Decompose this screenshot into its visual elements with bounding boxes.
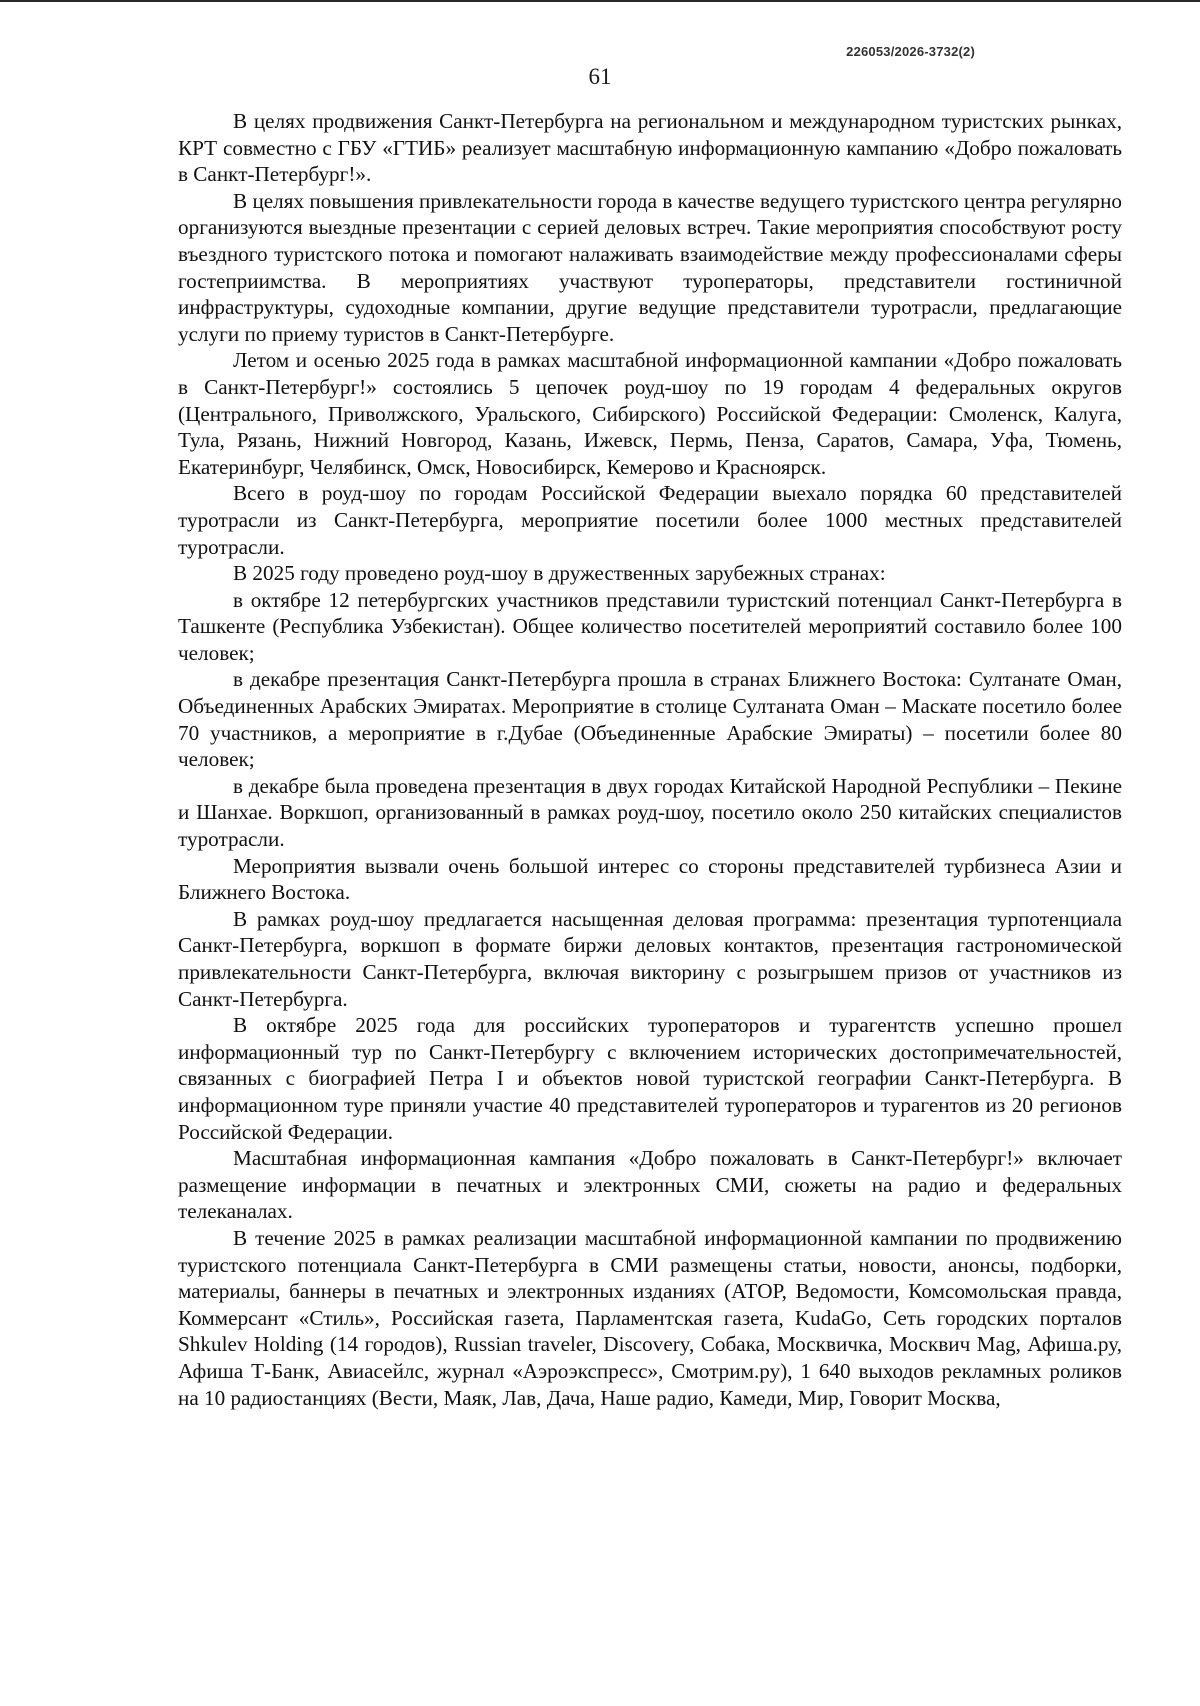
document-registration-number: 226053/2026-3732(2) bbox=[846, 44, 975, 59]
paragraph-road-show-totals: Всего в роуд-шоу по городам Российской Федерации выехало порядка 60 представителей туротрасли из Санкт-Петербурга, мероприятие посетили более 1000 местных представителей туротрасли. bbox=[178, 481, 1122, 559]
paragraph-road-show-russia: Летом и осенью 2025 года в рамках масштабной информационной кампании «Добро пожаловать в Санкт-Петербург!» состоялись 5 цепочек роуд-шоу по 19 городам 4 федеральных округов (Центрального, Приволжского, Уральского, Сибирского) Российской Федерации: Смоленск, Калуга, Тула, Рязань, Нижний Новгород, Казань, Ижевск, Пермь, Пенза, Саратов, Самара, Уфа, Тюмень, Екатеринбург, Челябинск, Омск, Новосибирск, Кемерово и Красноярск. bbox=[178, 348, 1122, 479]
page-number: 61 bbox=[588, 64, 612, 89]
paragraph-media-campaign: Масштабная информационная кампания «Добро пожаловать в Санкт-Петербург!» включает размещение информации в печатных и электронных СМИ, сюжеты на радио и федеральных телеканалах. bbox=[178, 1146, 1122, 1224]
paragraph-middle-east: в декабре презентация Санкт-Петербурга прошла в странах Ближнего Востока: Султанате Оман, Объединенных Арабских Эмиратах. Мероприятие в столице Султаната Оман – Маскате посетило более 70 участников, а мероприятие в г.Дубае (Объединенные Арабские Эмираты) – посетили более 80 человек; bbox=[178, 667, 1122, 772]
scan-top-edge bbox=[0, 0, 1200, 2]
paragraph-presentations: В целях повышения привлекательности города в качестве ведущего туристского центра регулярно организуются выездные презентации с серией деловых встреч. Такие мероприятия способствуют росту въездного туристского потока и помогают налаживать взаимодействие между профессионалами сферы гостеприимства. В мероприятиях участвуют туроператоры, представители гостиничной инфраструктуры, судоходные компании, другие ведущие представители туротрасли, предлагающие услуги по приему туристов в Санкт-Петербурге. bbox=[178, 188, 1122, 346]
paragraph-media-placements: В течение 2025 в рамках реализации масштабной информационной кампании по продвижению туристского потенциала Санкт-Петербурга в СМИ размещены статьи, новости, анонсы, подборки, материалы, баннеры в печатных и электронных изданиях (АТОР, Ведомости, Комсомольская правда, Коммерсант «Стиль», Российская газета, Парламентская газета, KudaGo, Сеть городских порталов Shkulev Holding (14 городов), Russian traveler, Discovery, Собака, Москвичка, Москвич Mag, Афиша.ру, Афиша Т-Банк, Авиасейлс, журнал «Аэроэкспресс», Смотрим.ру), 1 640 выходов рекламных роликов на 10 радиостанциях (Вести, Маяк, Лав, Дача, Наше радио, Камеди, Мир, Говорит Москва, bbox=[178, 1225, 1122, 1410]
paragraph-business-program: В рамках роуд-шоу предлагается насыщенная деловая программа: презентация турпотенциала Санкт-Петербурга, воркшоп в формате биржи деловых контактов, презентация гастрономической привлекательности Санкт-Петербурга, включая викторину с розыгрышем призов от участников из Санкт-Петербурга. bbox=[178, 906, 1122, 1011]
paragraph-china: в декабре была проведена презентация в двух городах Китайской Народной Республики – Пекине и Шанхае. Воркшоп, организованный в рамках роуд-шоу, посетило около 250 китайских специалистов туротрасли. bbox=[178, 773, 1122, 852]
paragraph-info-tour: В октябре 2025 года для российских туроператоров и турагентств успешно прошел информационный тур по Санкт-Петербургу с включением исторических достопримечательностей, связанных с биографией Петра I и объектов новой туристской географии Санкт-Петербурга. В информационном туре приняли участие 40 представителей туроператоров и турагентов из 20 регионов Российской Федерации. bbox=[178, 1013, 1122, 1144]
document-body bbox=[178, 108, 1122, 1411]
paragraph-interest: Мероприятия вызвали очень большой интерес со стороны представителей турбизнеса Азии и Ближнего Востока. bbox=[178, 853, 1122, 905]
paragraph-foreign-road-show: В 2025 году проведено роуд-шоу в дружественных зарубежных странах: bbox=[233, 561, 886, 586]
paragraph-campaign-intro: В целях продвижения Санкт-Петербурга на региональном и международном туристских рынках, КРТ совместно с ГБУ «ГТИБ» реализует масштабную информационную кампанию «Добро пожаловать в Санкт-Петербург!». bbox=[178, 109, 1122, 187]
paragraph-tashkent: в октябре 12 петербургских участников представили туристский потенциал Санкт-Петербурга в Ташкенте (Республика Узбекистан). Общее количество посетителей мероприятий составило более 100 человек; bbox=[178, 587, 1122, 665]
